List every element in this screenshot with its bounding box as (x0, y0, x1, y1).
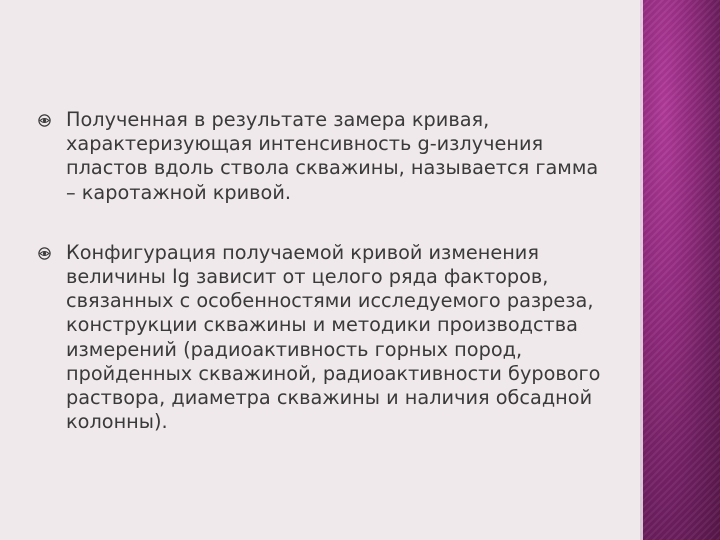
eye-target-icon (38, 114, 51, 127)
eye-target-icon (38, 247, 51, 260)
bullet-item (38, 241, 613, 435)
bullet-item (38, 108, 613, 205)
bullet-text: Конфигурация получаемой кривой изменения величины Ig зависит от целого ряда факторов, связанных с особенностями исследуемого разреза, конструкции скважины и методики производства измерений (радиоактивность горных пород, пройденных скважиной, радиоактивности бурового раствора, диаметра скважины и наличия обсадной колонны). (66, 240, 601, 434)
decorative-side-bar (640, 0, 720, 540)
bullet-text: Полученная в результате замера кривая, характеризующая интенсивность g-излучения пластов вдоль ствола скважины, называется гамма – каротажной кривой. (66, 108, 599, 204)
bullet-list (38, 108, 613, 434)
